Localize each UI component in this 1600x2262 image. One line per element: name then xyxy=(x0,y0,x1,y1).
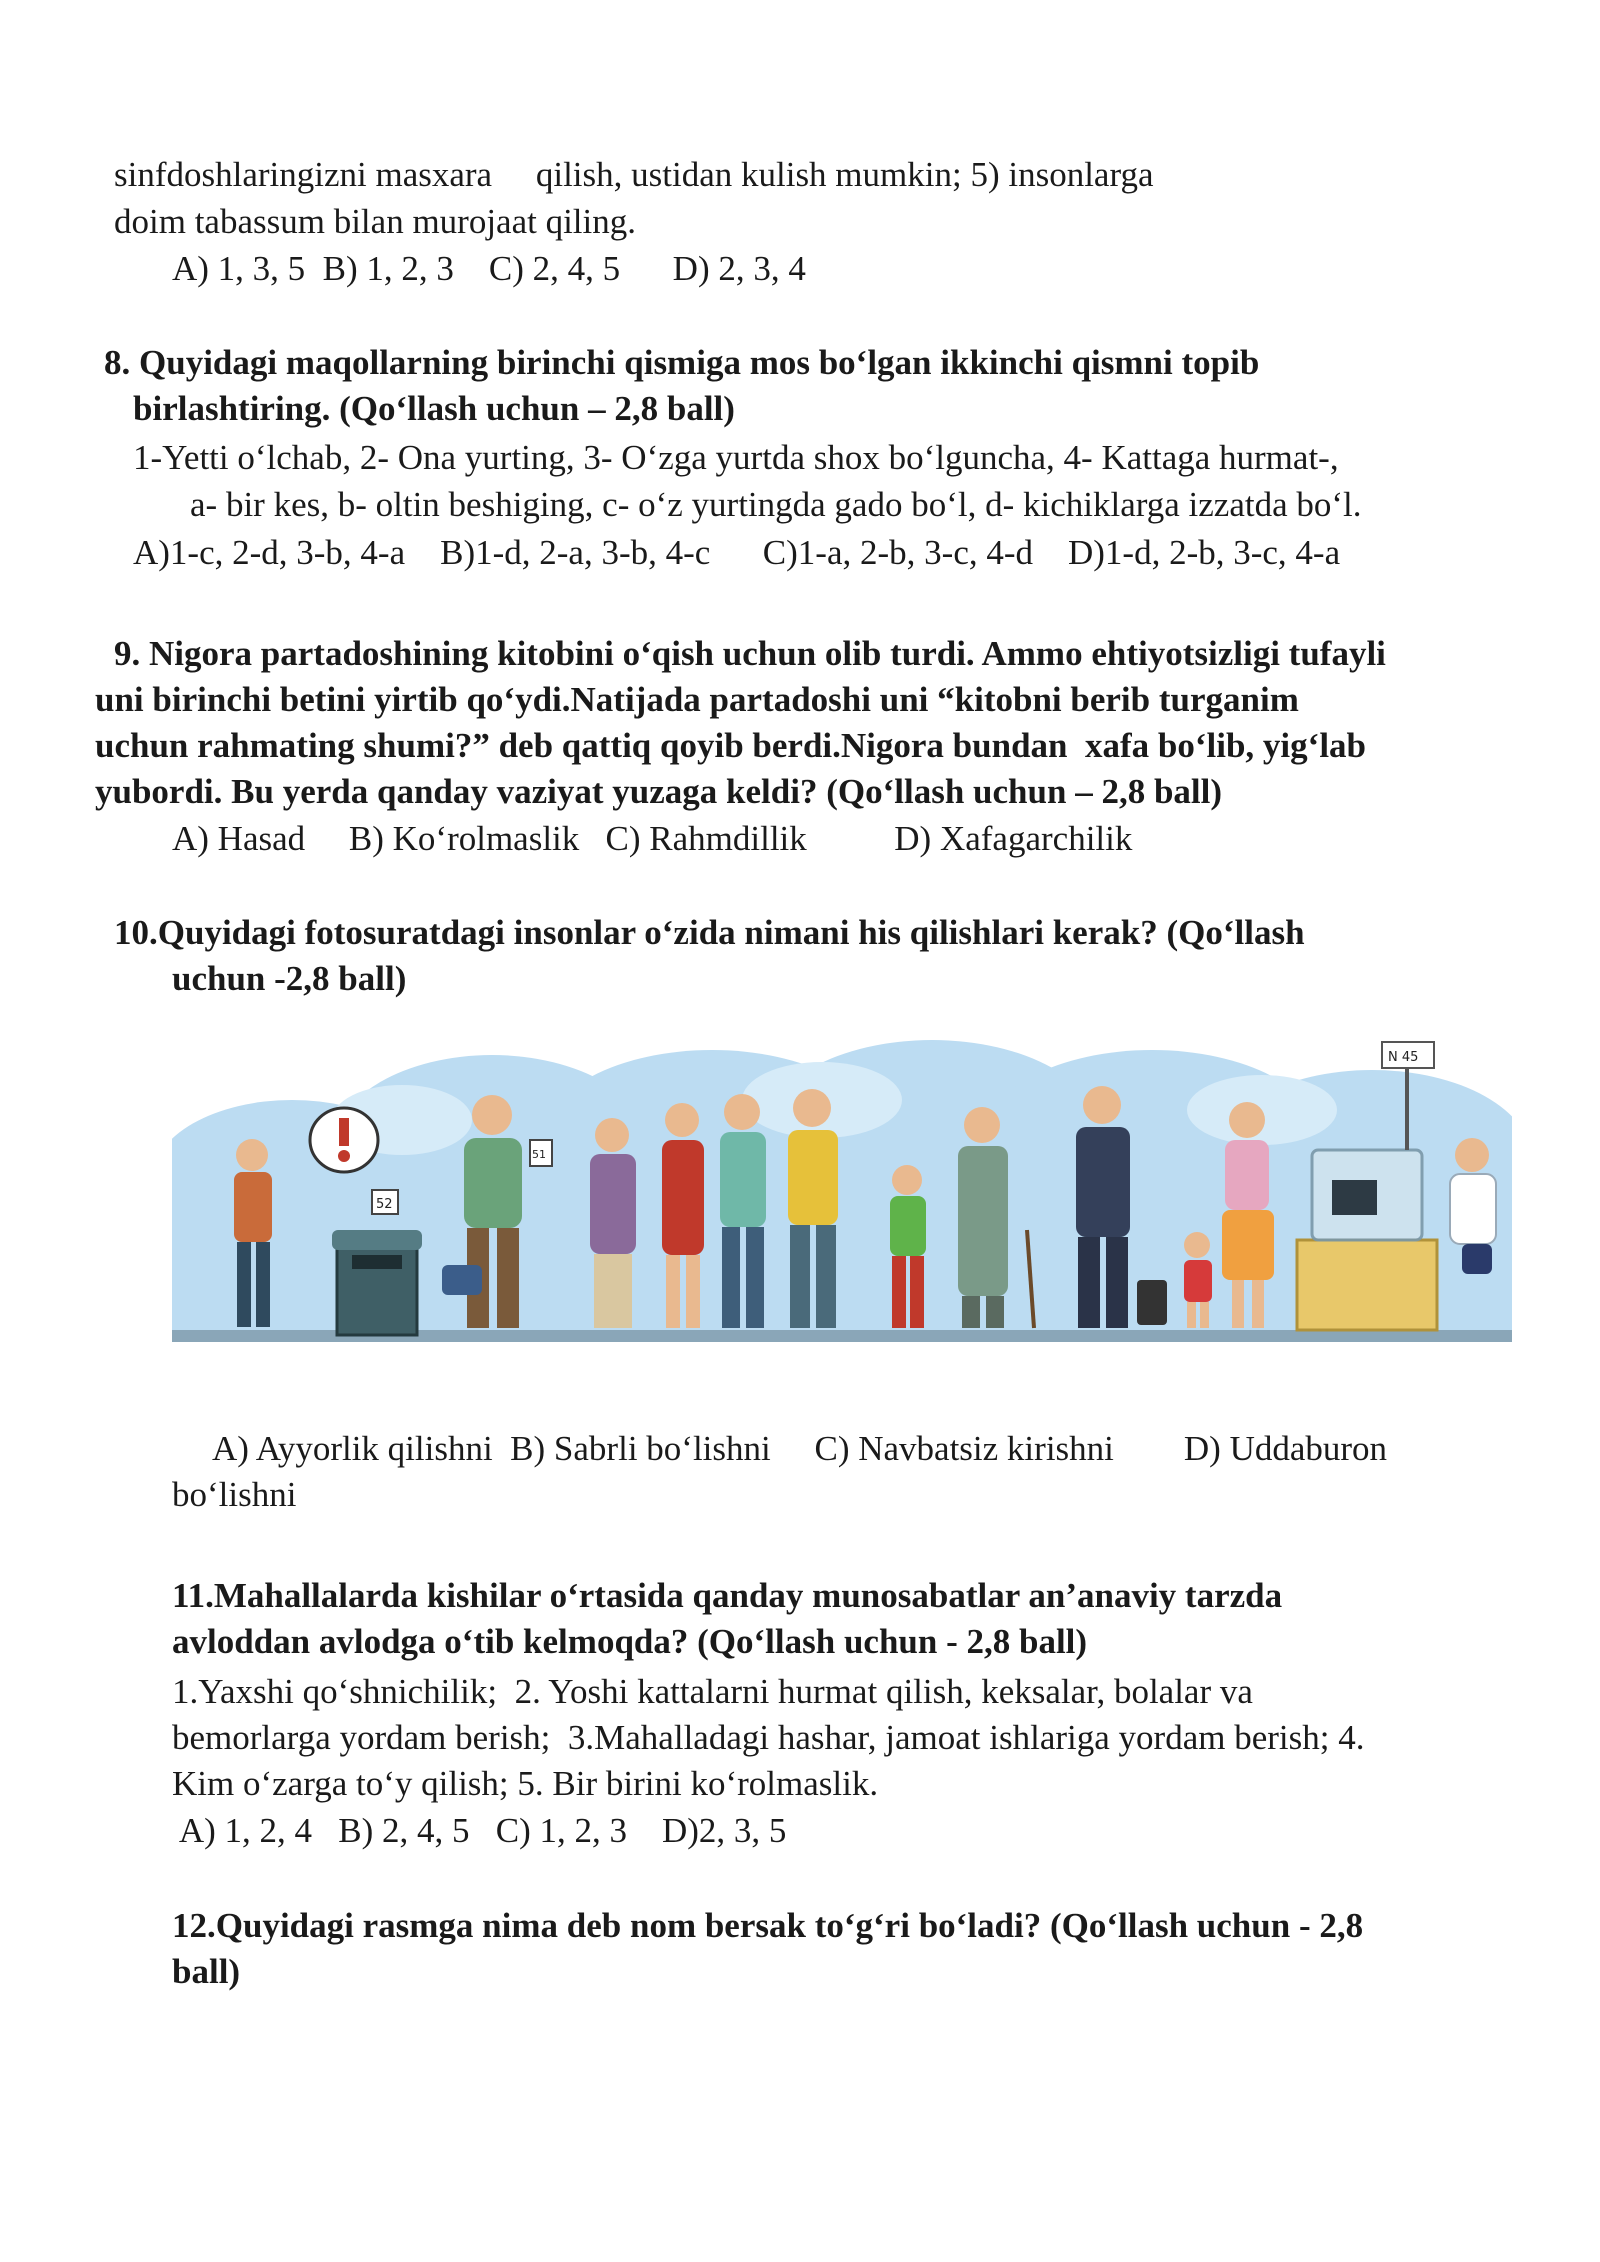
q11-title-line-1: 11.Mahallalarda kishilar o‘rtasida qanday munosabatlar an’anaviy tarzda xyxy=(172,1576,1283,1615)
q7-text-line-2: doim tabassum bilan murojaat qiling. xyxy=(114,202,637,241)
q9-options: A) Hasad B) Ko‘rolmaslik C) Rahmdillik D) Xafagarchilik xyxy=(172,819,1133,858)
q8-title-line-1: 8. Quyidagi maqollarning birinchi qismiga mos bo‘lgan ikkinchi qismni topib xyxy=(104,343,1260,382)
q7-options: A) 1, 3, 5 B) 1, 2, 3 C) 2, 4, 5 D) 2, 3, 4 xyxy=(172,249,806,288)
queue-illustration xyxy=(172,1030,1512,1370)
q12-title-line-1: 12.Quyidagi rasmga nima deb nom bersak to‘g‘ri bo‘ladi? (Qo‘llash uchun - 2,8 xyxy=(172,1906,1364,1945)
ticket-number-51: 51 xyxy=(532,1148,546,1161)
q8-parts-line-2: a- bir kes, b- oltin beshiging, c- o‘z yurtingda gado bo‘l, d- kichiklarga izzatda bo‘l. xyxy=(190,485,1362,524)
ticket-number-52: 52 xyxy=(376,1197,393,1212)
q8-parts-line-1: 1-Yetti o‘lchab, 2- Ona yurting, 3- O‘zga yurtda shox bo‘lguncha, 4- Kattaga hurmat-, xyxy=(133,438,1339,477)
q9-title-line-1: 9. Nigora partadoshining kitobini o‘qish uchun olib turdi. Ammo ehtiyotsizligi tufayli xyxy=(114,634,1386,673)
q9-title-line-4: yubordi. Bu yerda qanday vaziyat yuzaga keldi? (Qo‘llash uchun – 2,8 ball) xyxy=(95,772,1223,811)
q10-options-line-2: bo‘lishni xyxy=(172,1475,297,1514)
q9-title-line-2: uni birinchi betini yirtib qo‘ydi.Natijada partadoshi uni “kitobni berib turganim xyxy=(95,680,1299,719)
q8-options: A)1-c, 2-d, 3-b, 4-a B)1-d, 2-a, 3-b, 4-c C)1-a, 2-b, 3-c, 4-d D)1-d, 2-b, 3-c, 4-a xyxy=(133,533,1341,572)
q11-title-line-2: avloddan avlodga o‘tib kelmoqda? (Qo‘llash uchun - 2,8 ball) xyxy=(172,1622,1088,1661)
q10-title-line-1: 10.Quyidagi fotosuratdagi insonlar o‘zida nimani his qilishlari kerak? (Qo‘llash xyxy=(114,913,1305,952)
q8-title-line-2: birlashtiring. (Qo‘llash uchun – 2,8 ball) xyxy=(133,389,735,428)
exclamation-icon xyxy=(310,1108,378,1172)
q9-title-line-3: uchun rahmating shumi?” deb qattiq qoyib berdi.Nigora bundan xafa bo‘lib, yig‘lab xyxy=(95,726,1367,765)
q11-text-line-2: bemorlarga yordam berish; 3.Mahalladagi hashar, jamoat ishlariga yordam berish; 4. xyxy=(172,1718,1365,1757)
q10-title-line-2: uchun -2,8 ball) xyxy=(172,959,407,998)
q11-text-line-1: 1.Yaxshi qo‘shnichilik; 2. Yoshi kattalarni hurmat qilish, keksalar, bolalar va xyxy=(172,1672,1253,1711)
q10-options-line-1: A) Ayyorlik qilishni B) Sabrli bo‘lishni C) Navbatsiz kirishni D) Uddaburon xyxy=(212,1429,1388,1468)
q7-text-line-1: sinfdoshlaringizni masxara qilish, ustidan kulish mumkin; 5) insonlarga xyxy=(114,155,1154,194)
queue-number-45: N 45 xyxy=(1388,1050,1419,1065)
q12-title-line-2: ball) xyxy=(172,1952,241,1991)
q11-text-line-3: Kim o‘zarga to‘y qilish; 5. Bir birini ko‘rolmaslik. xyxy=(172,1764,879,1803)
q11-options: A) 1, 2, 4 B) 2, 4, 5 C) 1, 2, 3 D)2, 3, 5 xyxy=(172,1811,787,1850)
